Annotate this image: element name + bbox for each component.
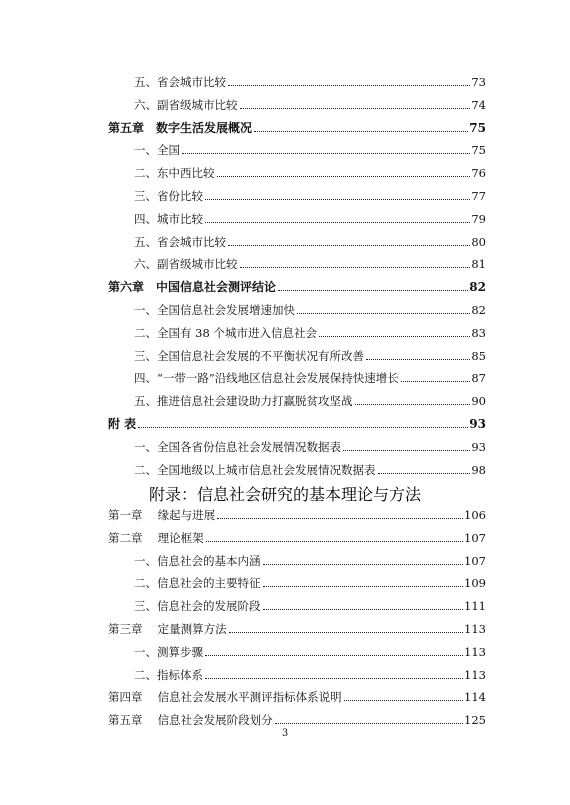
toc-entry-title: 五、推进信息社会建设助力打赢脱贫攻坚战 <box>134 394 353 409</box>
toc-entry-title: 二、全国地级以上城市信息社会发展情况数据表 <box>134 462 376 477</box>
toc-entry-page: 113 <box>464 622 486 636</box>
toc-entry[interactable] <box>108 388 486 408</box>
toc-entry[interactable] <box>108 593 486 613</box>
toc-entry[interactable] <box>108 137 486 157</box>
toc-entry[interactable] <box>108 115 486 135</box>
toc-entry-page: 75 <box>469 120 486 135</box>
toc-entry-title: 四、城市比较 <box>134 211 203 226</box>
dot-leader <box>344 700 463 701</box>
toc-entry-title: 一、全国各省份信息社会发展情况数据表 <box>134 439 341 454</box>
toc-entry-title: 一、信息社会的基本内涵 <box>134 553 261 568</box>
toc-entry-title: 一、全国信息社会发展增速加快 <box>134 303 295 317</box>
dot-leader <box>297 313 470 314</box>
toc-entry[interactable] <box>108 274 486 294</box>
toc-entry-page: 111 <box>464 599 486 614</box>
toc-entry-page: 107 <box>464 553 486 568</box>
toc-entry[interactable] <box>108 434 486 454</box>
toc-entry-page: 98 <box>471 462 486 477</box>
dot-leader <box>138 427 468 428</box>
toc-entry[interactable] <box>108 502 486 522</box>
toc-entry-page: 73 <box>471 75 486 89</box>
dot-leader <box>278 290 468 291</box>
toc-entry-title: 第二章 理论框架 <box>108 530 204 545</box>
dot-leader <box>401 381 471 382</box>
toc-entry-page: 87 <box>471 371 486 386</box>
toc-entry-title: 二、指标体系 <box>134 667 203 682</box>
toc-entry-page: 85 <box>471 348 486 363</box>
dot-leader <box>228 85 470 86</box>
toc-entry-page: 107 <box>464 530 486 545</box>
dot-leader <box>366 359 470 360</box>
toc-entry-page: 93 <box>469 417 486 431</box>
dot-leader <box>263 564 464 565</box>
toc-entry[interactable] <box>108 183 486 203</box>
toc-entry-page: 81 <box>471 257 486 272</box>
toc-entry-title: 三、省份比较 <box>134 189 203 203</box>
dot-leader <box>355 404 471 405</box>
toc-entry-title: 六、副省级城市比较 <box>134 257 238 272</box>
toc-entry-page: 76 <box>471 166 486 181</box>
toc-entry[interactable] <box>108 411 486 431</box>
toc-entry[interactable] <box>108 548 486 568</box>
toc-entry[interactable] <box>108 639 486 659</box>
toc-entry-page: 113 <box>464 644 486 659</box>
dot-leader <box>343 450 470 451</box>
toc-entry-title: 第一章 缘起与进展 <box>108 508 216 522</box>
toc-entry-title: 六、副省级城市比较 <box>134 97 238 112</box>
toc-entry[interactable] <box>108 616 486 636</box>
dot-leader <box>205 199 470 200</box>
toc-entry[interactable] <box>108 206 486 226</box>
toc-entry-title: 一、测算步骤 <box>134 644 203 659</box>
toc-entry[interactable] <box>108 229 486 249</box>
toc-entry-page: 93 <box>471 439 486 454</box>
toc-entry[interactable] <box>108 297 486 317</box>
dot-leader <box>275 723 463 724</box>
toc-entry[interactable] <box>108 570 486 590</box>
toc-entry-title: 第五章 信息社会发展阶段划分 <box>108 713 273 728</box>
toc-entry-page: 82 <box>469 280 486 295</box>
toc-entry[interactable] <box>108 457 486 477</box>
toc-entry-page: 77 <box>471 189 486 203</box>
dot-leader <box>217 518 463 519</box>
toc-entry[interactable] <box>108 69 486 89</box>
toc-entry-page: 90 <box>471 394 486 409</box>
dot-leader <box>205 655 463 656</box>
toc-entry-title: 二、全国有 38 个城市进入信息社会 <box>134 325 317 340</box>
toc-entry-title: 四、“一带一路”沿线地区信息社会发展保持快速增长 <box>134 371 399 386</box>
toc-entry[interactable] <box>108 365 486 385</box>
toc-entry-title: 五、省会城市比较 <box>134 234 226 249</box>
toc-entry-page: 79 <box>471 211 486 226</box>
toc-entry-title: 三、信息社会的发展阶段 <box>134 599 261 614</box>
toc-entry-title: 二、信息社会的主要特征 <box>134 576 261 591</box>
toc-entry[interactable] <box>108 251 486 271</box>
toc-entry-title: 二、东中西比较 <box>134 166 215 181</box>
dot-leader <box>263 609 464 610</box>
dot-leader <box>378 473 471 474</box>
appendix-heading: 附录：信息社会研究的基本理论与方法 <box>148 485 421 504</box>
toc-entry-title: 三、全国信息社会发展的不平衡状况有所改善 <box>134 348 364 363</box>
toc-entry[interactable] <box>108 92 486 112</box>
dot-leader <box>228 245 470 246</box>
dot-leader <box>206 541 463 542</box>
toc-entry-page: 75 <box>471 143 486 158</box>
dot-leader <box>254 131 468 132</box>
toc-entry-title: 第三章 定量测算方法 <box>108 622 227 636</box>
toc-entry-title: 一、全国 <box>134 143 180 158</box>
toc-entry[interactable] <box>108 662 486 682</box>
toc-entry-page: 125 <box>464 713 486 728</box>
dot-leader <box>217 176 471 177</box>
toc-entry-page: 74 <box>471 97 486 112</box>
toc-entry[interactable] <box>108 320 486 340</box>
toc-entry-title: 附 表 <box>108 417 137 431</box>
toc-entry-title: 第四章 信息社会发展水平测评指标体系说明 <box>108 690 342 705</box>
dot-leader <box>263 586 464 587</box>
toc-entry-page: 80 <box>471 234 486 249</box>
dot-leader <box>319 336 470 337</box>
dot-leader <box>240 108 471 109</box>
toc-entry[interactable] <box>108 707 486 727</box>
dot-leader <box>205 678 463 679</box>
dot-leader <box>205 222 470 223</box>
toc-entry-page: 106 <box>464 508 486 522</box>
dot-leader <box>229 632 463 633</box>
toc-entry-title: 五、省会城市比较 <box>134 75 226 89</box>
toc-entry-page: 82 <box>471 303 486 317</box>
dot-leader <box>240 267 471 268</box>
page-number: 3 <box>281 728 289 739</box>
toc-entry[interactable] <box>108 343 486 363</box>
toc-entry-title: 第五章 数字生活发展概况 <box>108 120 253 135</box>
dot-leader <box>182 153 470 154</box>
toc-entry-page: 83 <box>471 325 486 340</box>
toc-entry-title: 第六章 中国信息社会测评结论 <box>108 280 277 295</box>
toc-entry-page: 113 <box>464 667 486 682</box>
toc-entry[interactable] <box>108 525 486 545</box>
toc-entry-page: 109 <box>464 576 486 591</box>
toc-entry[interactable] <box>108 160 486 180</box>
toc-entry-page: 114 <box>464 690 486 705</box>
toc-entry[interactable] <box>108 684 486 704</box>
